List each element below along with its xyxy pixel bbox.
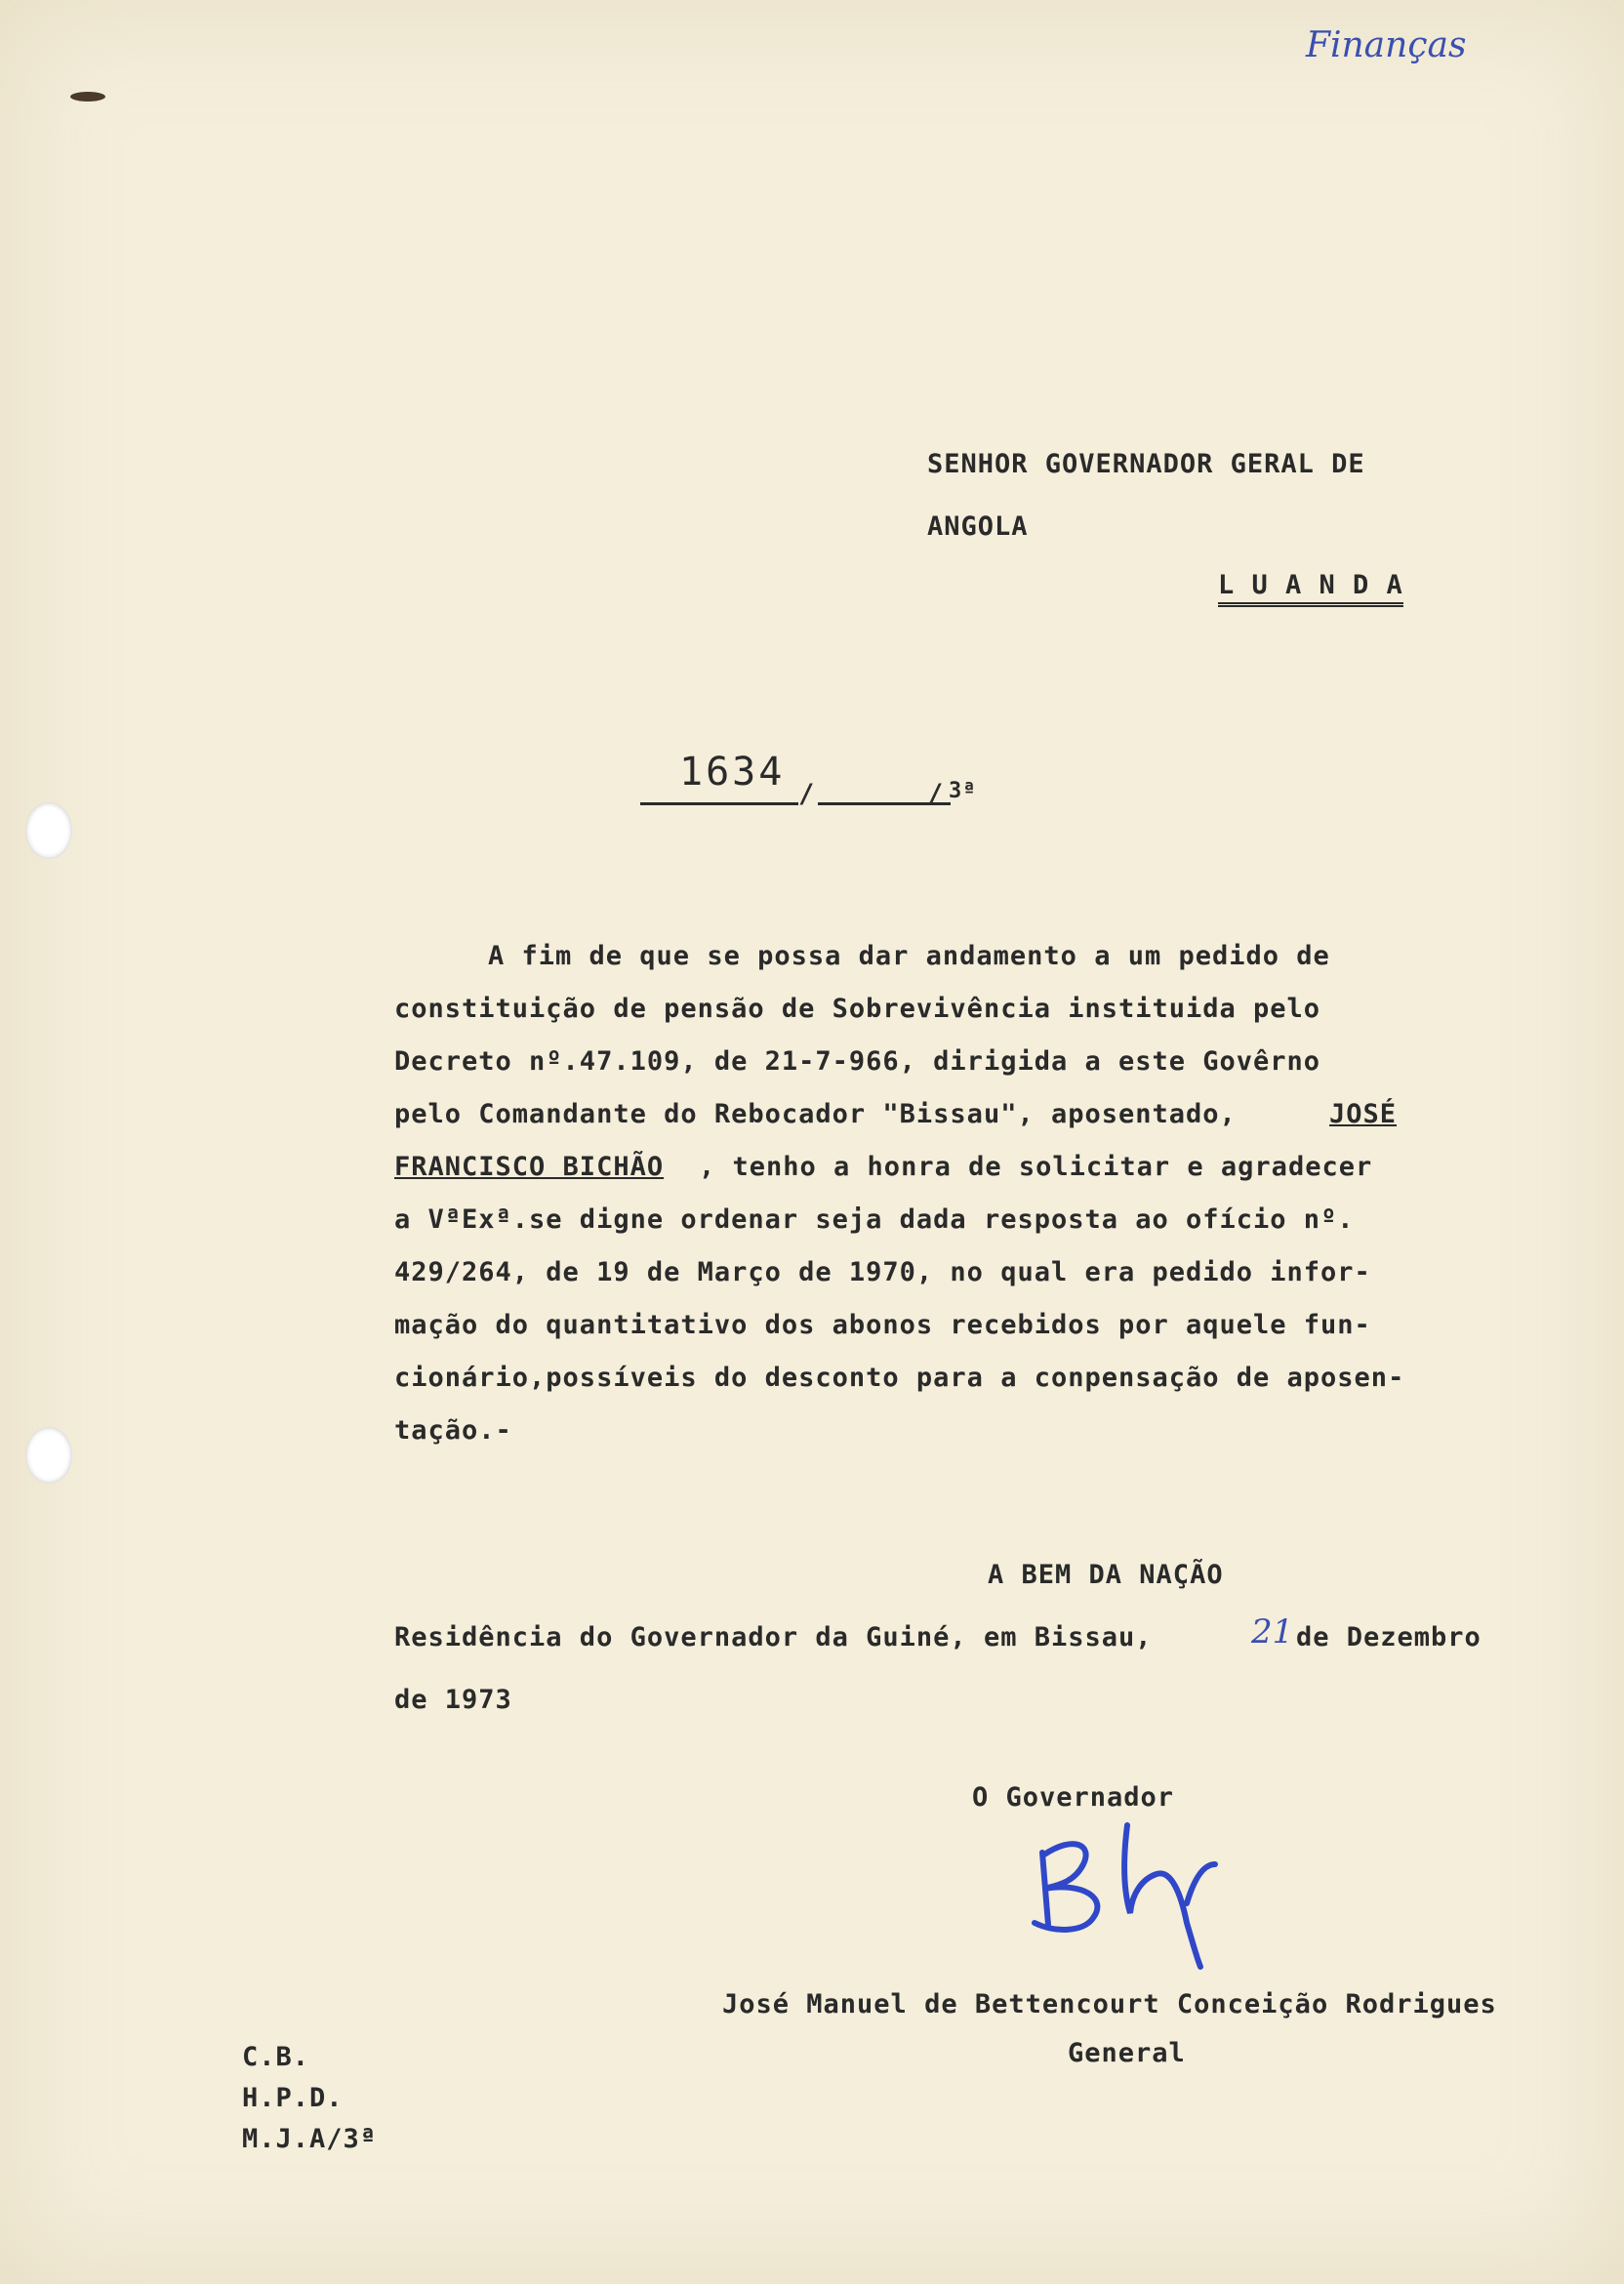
- closing-salutation: A BEM DA NAÇÃO: [988, 1560, 1224, 1590]
- footer-line-2: H.P.D.: [242, 2083, 344, 2113]
- reference-slash-1: /: [798, 779, 816, 809]
- body-line-2: constituição de pensão de Sobrevivência instituida pelo: [394, 994, 1321, 1024]
- reference-number: 1634: [679, 750, 786, 795]
- body-line-8: mação do quantitativo dos abonos recebidos por aquele fun-: [394, 1310, 1371, 1340]
- handwritten-annotation: Finanças: [1306, 25, 1467, 65]
- recipient-city: L U A N D A: [1218, 570, 1403, 607]
- body-line-6: a VªExª.se digne ordenar seja dada resposta ao ofício nº.: [394, 1204, 1355, 1235]
- body-line-3: Decreto nº.47.109, de 21-7-966, dirigida a este Govêrno: [394, 1046, 1321, 1077]
- body-line-1: A fim de que se possa dar andamento a um pedido de: [488, 941, 1330, 971]
- signature-name: José Manuel de Bettencourt Conceição Rodrigues: [722, 1989, 1497, 2019]
- handwritten-signature: [1015, 1796, 1249, 1972]
- reference-suffix: 3ª: [949, 779, 977, 803]
- punch-hole-bottom: [25, 1427, 72, 1484]
- footer-line-1: C.B.: [242, 2042, 310, 2072]
- body-line-7: 429/264, de 19 de Março de 1970, no qual era pedido infor-: [394, 1257, 1371, 1287]
- body-line-9: cionário,possíveis do desconto para a conpensação de aposen-: [394, 1363, 1405, 1393]
- reference-slash-2: /: [927, 779, 945, 809]
- signature-rank: General: [1068, 2038, 1186, 2068]
- body-line-10: tação.-: [394, 1415, 512, 1446]
- body-name-part-1: JOSÉ: [1329, 1099, 1398, 1129]
- closing-place-date-1: Residência do Governador da Guiné, em Bissau,: [394, 1622, 1153, 1652]
- ink-mark: [70, 92, 105, 102]
- closing-place-date-3: de 1973: [394, 1685, 512, 1715]
- punch-hole-top: [25, 802, 72, 859]
- body-line-4: pelo Comandante do Rebocador "Bissau", aposentado,: [394, 1099, 1237, 1129]
- recipient-line-1: SENHOR GOVERNADOR GERAL DE: [927, 449, 1365, 479]
- signature-title: O Governador: [972, 1782, 1175, 1813]
- recipient-line-2: ANGOLA: [927, 511, 1029, 542]
- body-line-5: , tenho a honra de solicitar e agradecer: [699, 1152, 1373, 1182]
- footer-line-3: M.J.A/3ª: [242, 2124, 378, 2154]
- reference-line-1: [640, 802, 798, 805]
- closing-place-date-2: de Dezembro: [1296, 1622, 1482, 1652]
- body-name-part-2: FRANCISCO BICHÃO: [394, 1152, 665, 1182]
- handwritten-day: 21: [1251, 1612, 1294, 1652]
